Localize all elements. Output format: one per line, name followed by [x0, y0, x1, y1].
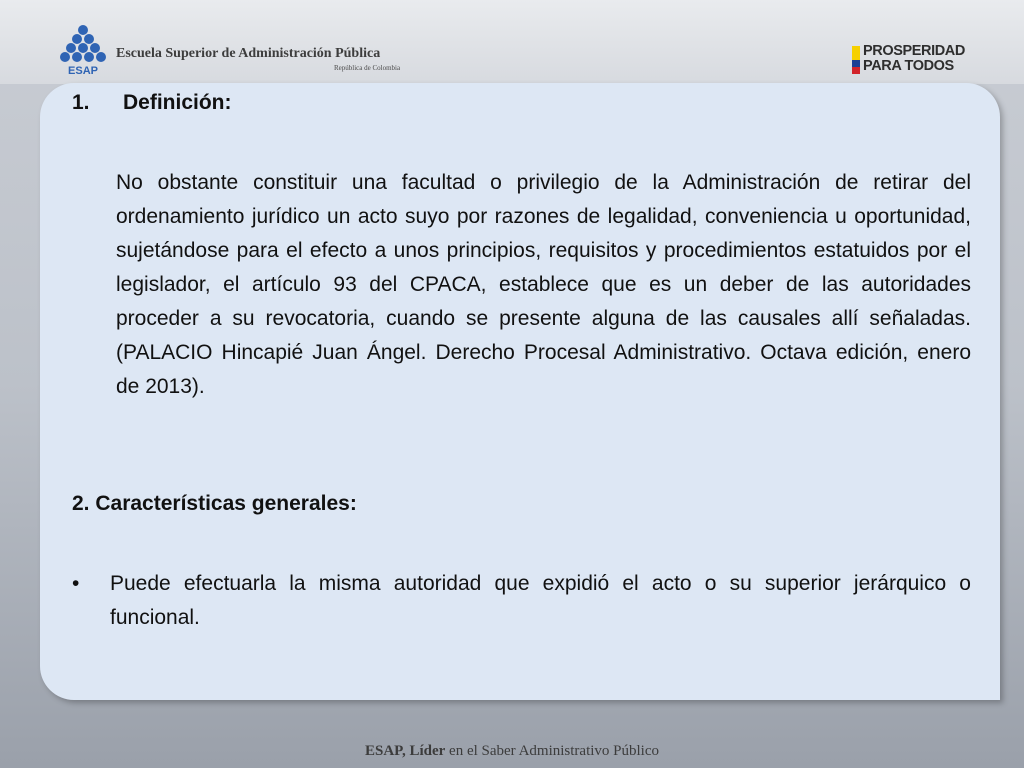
org-country: República de Colombia: [334, 64, 401, 72]
bullet-text: Puede efectuarla la misma autoridad que expidió el acto o su superior jerárquico o funcional.: [110, 572, 971, 629]
section1-title: Definición:: [123, 91, 232, 114]
footer-rest: en el Saber Administrativo Público: [445, 743, 660, 759]
section2-heading: 2. Características generales:: [72, 492, 357, 515]
definition-paragraph: No obstante constituir una facultad o privilegio de la Administración de retirar del ordenamiento jurídico un acto suyo por razones de legalidad, conveniencia u oportunidad, sujetándose para el efecto a unos principios, requisitos y procedimientos estatuidos por el legislador, el artículo 93 del CPACA, establece que es un deber de las autoridades proceder a su revocatoria, cuando se presente alguna de las causales allí señaladas. (PALACIO Hincapié Juan Ángel. Derecho Procesal Administrativo. Octava edición, enero de 2013).: [116, 171, 971, 398]
slide-footer: [0, 743, 1024, 760]
bullet-icon: •: [72, 572, 80, 595]
logo-acronym: ESAP: [68, 65, 98, 76]
footer-bold: ESAP, Líder: [364, 743, 446, 759]
campaign-line1: PROSPERIDAD: [863, 43, 965, 59]
section1-number: 1.: [72, 91, 90, 114]
campaign-line2: PARA TODOS: [863, 58, 954, 74]
org-name: Escuela Superior de Administración Pública: [116, 46, 381, 61]
section1-heading: [72, 86, 232, 120]
